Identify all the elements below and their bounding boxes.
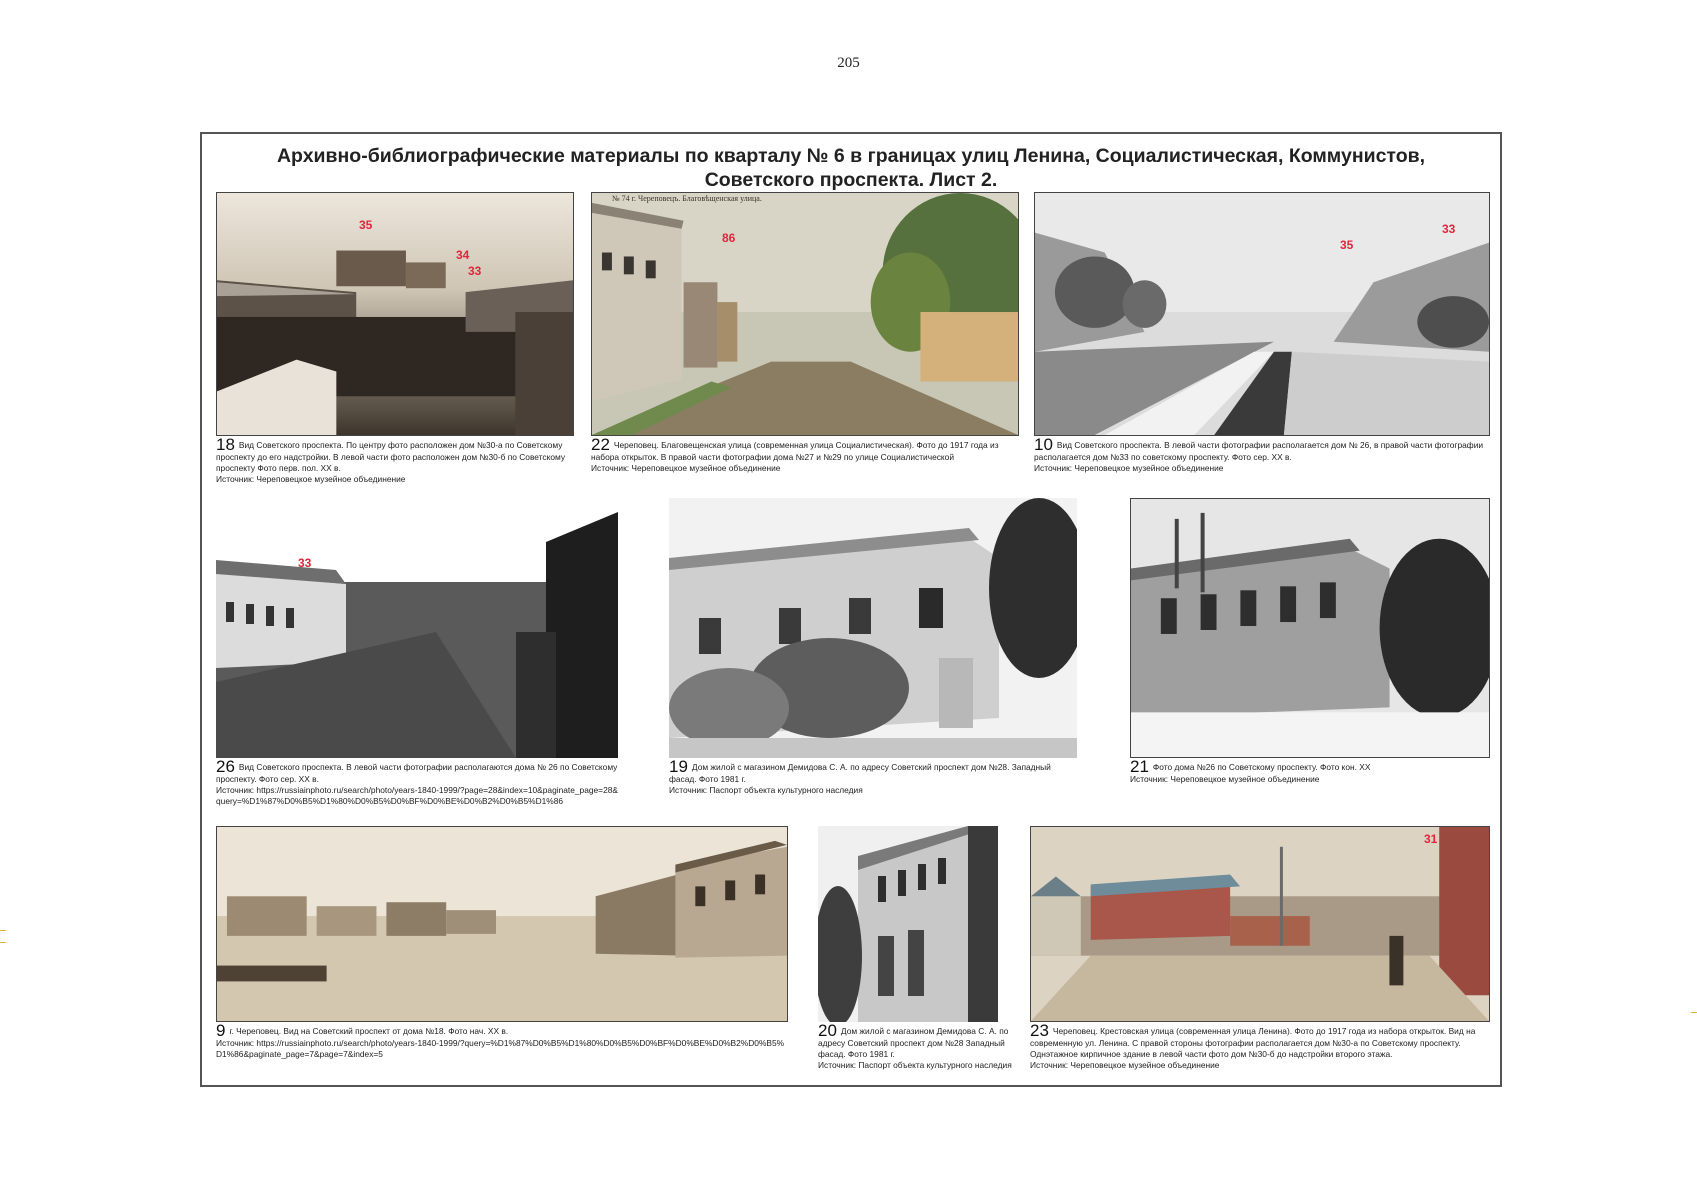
photo-10-marker-35: 35 bbox=[1340, 238, 1354, 252]
scan-edge-mark bbox=[1691, 1012, 1697, 1013]
photo-18-market-view bbox=[216, 192, 574, 436]
photo-18-marker-33: 33 bbox=[468, 264, 482, 278]
photo-23-source: Источник: Череповецкое музейное объединение bbox=[1030, 1060, 1220, 1071]
photo-20-caption-text: Дом жилой с магазином Демидова С. А. по адресу Советский проспект дом №28 Западный фасад. Фото 1981 г. bbox=[818, 1026, 1009, 1060]
scan-edge-mark bbox=[0, 930, 6, 931]
photo-18-marker-34: 34 bbox=[456, 248, 470, 262]
photo-23-caption bbox=[1030, 1024, 1500, 1082]
photo-20-caption bbox=[818, 1024, 1022, 1086]
photo-9-caption bbox=[216, 1024, 788, 1082]
photo-9-source: Источник: https://russiainphoto.ru/search/photo/years-1840-1999/?query=%D1%87%D0%B5%D1%80%D0%B5%D0%BF%D0%BE%D0%B2%D0%B5%D1%86&paginate_page=7&page=7&index=5 bbox=[216, 1038, 785, 1060]
photo-21-house-26 bbox=[1130, 498, 1490, 758]
sheet-title-line1: Архивно-библиографические материалы по кварталу № 6 в границах улиц Ленина, Социалистическая, Коммунистов, bbox=[276, 145, 1426, 167]
photo-20-demidov-house-corner bbox=[818, 826, 998, 1022]
photo-9-number: 9 bbox=[216, 1024, 226, 1040]
photo-22-number: 22 bbox=[591, 438, 610, 454]
photo-20-number: 20 bbox=[818, 1024, 837, 1040]
photo-18-caption bbox=[216, 438, 574, 494]
photo-21-number: 21 bbox=[1130, 760, 1149, 776]
photo-23-number: 23 bbox=[1030, 1024, 1049, 1040]
photo-26-number: 26 bbox=[216, 760, 235, 776]
photo-10-number: 10 bbox=[1034, 438, 1053, 454]
photo-22-caption bbox=[591, 438, 1019, 494]
photo-19-source: Источник: Паспорт объекта культурного наследия bbox=[669, 785, 863, 796]
photo-18-marker-35: 35 bbox=[359, 218, 373, 232]
archive-sheet bbox=[200, 132, 1502, 1087]
photo-19-caption-text: Дом жилой с магазином Демидова С. А. по адресу Советский проспект дом №28. Западный фасад. Фото 1981 г. bbox=[669, 762, 1051, 784]
photo-23-krestovskaya-street bbox=[1030, 826, 1490, 1022]
photo-9-view-from-house-18 bbox=[216, 826, 788, 1022]
page-number: 205 bbox=[837, 55, 860, 71]
photo-26-source: Источник: https://russiainphoto.ru/search/photo/years-1840-1999/?page=28&index=10&paginate_page=28&query=%D1%87%D0%B5%D1%80%D0%B5%D0%BF%D0%BE%D0%B2%D0%B5%D1%86 bbox=[216, 785, 618, 807]
photo-23-caption-text: Череповец. Крестовская улица (современная улица Ленина). Фото до 1917 года из набора открыток. Вид на современную ул. Ленина. С правой стороны фотографии располагается дом №30-а по Советскому проспекту. Однэтажное кирпичное здание в левой части фото дом №30-б до надстройки второго этажа. bbox=[1030, 1026, 1476, 1060]
photo-26-caption-text: Вид Советского проспекта. В левой части фотографии располагаются дома № 26 по Советскому проспекту. Фото сер. XX в. bbox=[216, 762, 618, 784]
photo-19-caption bbox=[669, 760, 1077, 810]
photo-18-source: Источник: Череповецкое музейное объединение bbox=[216, 474, 406, 485]
photo-19-number: 19 bbox=[669, 760, 688, 776]
photo-10-boulevard bbox=[1034, 192, 1490, 436]
photo-22-marker-86: 86 bbox=[722, 231, 736, 245]
photo-18-number: 18 bbox=[216, 438, 235, 454]
photo-10-caption bbox=[1034, 438, 1490, 494]
scan-edge-mark bbox=[0, 942, 6, 943]
photo-19-demidov-house-west bbox=[669, 498, 1077, 758]
sheet-title-line2: Советского проспекта. Лист 2. bbox=[704, 169, 998, 191]
photo-10-source: Источник: Череповецкое музейное объединение bbox=[1034, 463, 1224, 474]
sheet-title bbox=[202, 144, 1500, 192]
photo-23-marker-31: 31 bbox=[1424, 832, 1438, 846]
photo-21-source: Источник: Череповецкое музейное объединение bbox=[1130, 774, 1320, 784]
photo-20-source: Источник: Паспорт объекта культурного наследия bbox=[818, 1060, 1012, 1071]
photo-22-postcard-street bbox=[591, 192, 1019, 436]
photo-26-marker-33: 33 bbox=[298, 556, 312, 570]
photo-22-inscription: № 74 г. Череповецъ. Благовѣщенская улица. bbox=[612, 194, 762, 203]
photo-22-caption-text: Череповец. Благовещенская улица (современная улица Социалистическая). Фото до 1917 года из набора открыток. В правой части фотографии дома №27 и №29 по улице Социалистической bbox=[591, 440, 999, 462]
photo-10-caption-text: Вид Советского проспекта. В левой части фотографии располагается дом № 26, в правой части фотографии располагается дом №33 по советскому проспекту. Фото сер. XX в. bbox=[1034, 440, 1484, 462]
photo-21-caption bbox=[1130, 760, 1490, 800]
photo-26-avenue-view bbox=[216, 512, 618, 758]
photo-26-caption bbox=[216, 760, 618, 832]
photo-9-caption-text: г. Череповец. Вид на Советский проспект от дома №18. Фото нач. XX в. bbox=[229, 1026, 509, 1036]
photo-22-source: Источник: Череповецкое музейное объединение bbox=[591, 463, 781, 474]
photo-21-caption-text: Фото дома №26 по Советскому проспекту. Фото кон. XX bbox=[1152, 762, 1371, 772]
photo-10-marker-33: 33 bbox=[1442, 222, 1456, 236]
photo-18-caption-text: Вид Советского проспекта. По центру фото расположен дом №30-а по Советскому проспекту до его надстройки. В левой части фото расположен дом №30-б по Советскому проспекту Фото перв. пол. XX в. bbox=[216, 440, 566, 474]
